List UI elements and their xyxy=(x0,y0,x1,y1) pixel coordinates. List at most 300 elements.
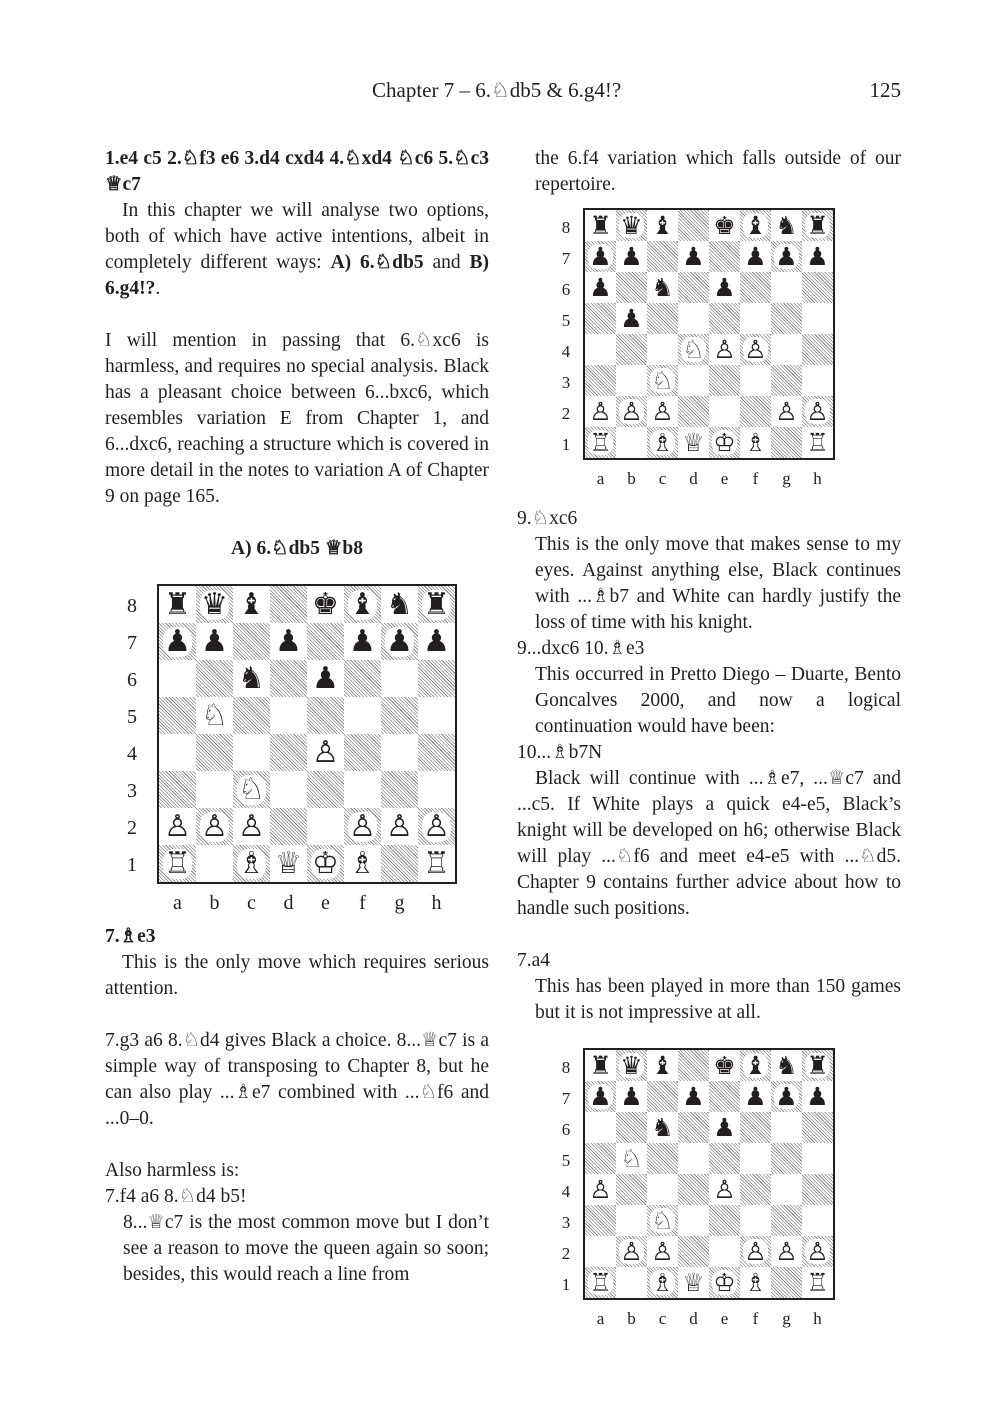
white-knight-icon: ♘ xyxy=(651,1206,674,1235)
white-rook-icon: ♖ xyxy=(806,1268,829,1297)
square-e1 xyxy=(709,1267,740,1298)
square-d6 xyxy=(270,660,307,697)
square-d2 xyxy=(270,808,307,845)
rank-label: 1 xyxy=(127,853,137,876)
square-f3 xyxy=(740,365,771,396)
file-label: e xyxy=(720,469,729,488)
square-c7 xyxy=(647,241,678,272)
black-queen-icon: ♛ xyxy=(620,211,643,240)
paragraph-pretto: This occurred in Pretto Diego – Duarte, Bento Goncalves 2000, and now a logical continuation would have been: xyxy=(535,664,901,737)
white-rook-icon: ♖ xyxy=(164,845,191,881)
file-label: d xyxy=(689,1309,698,1328)
black-pawn-icon: ♟ xyxy=(682,242,705,271)
square-d5 xyxy=(678,303,709,334)
square-g3 xyxy=(381,771,418,808)
black-pawn-icon: ♟ xyxy=(620,1082,643,1111)
black-rook-icon: ♜ xyxy=(423,586,450,622)
square-c2 xyxy=(647,1236,678,1267)
square-e3 xyxy=(709,365,740,396)
white-pawn-icon: ♙ xyxy=(651,397,674,426)
square-e7 xyxy=(709,241,740,272)
black-pawn-icon: ♟ xyxy=(589,273,612,302)
white-rook-icon: ♖ xyxy=(423,845,450,881)
square-g3 xyxy=(771,365,802,396)
black-pawn-icon: ♟ xyxy=(620,242,643,271)
square-f2 xyxy=(740,1236,771,1267)
square-a7 xyxy=(159,623,196,660)
square-b5 xyxy=(196,697,233,734)
square-e1 xyxy=(709,427,740,458)
paragraph-repertoire: the 6.f4 variation which falls outside of our repertoire. xyxy=(535,148,901,195)
rank-label: 8 xyxy=(561,1058,571,1077)
square-f2 xyxy=(344,808,381,845)
square-e7 xyxy=(307,623,344,660)
page-number: 125 xyxy=(869,78,901,102)
black-rook-icon: ♜ xyxy=(806,211,829,240)
black-pawn-icon: ♟ xyxy=(201,623,228,659)
square-d1 xyxy=(678,1267,709,1298)
white-bishop-icon: ♗ xyxy=(238,845,265,881)
square-g4 xyxy=(381,734,418,771)
square-h4 xyxy=(418,734,455,771)
square-a1 xyxy=(585,1267,616,1298)
section-heading-a: A) 6.♘db5 ♕b8 xyxy=(231,538,363,559)
rank-label: 3 xyxy=(561,1213,571,1232)
square-h3 xyxy=(418,771,455,808)
square-c3 xyxy=(647,1205,678,1236)
square-d5 xyxy=(678,1143,709,1174)
chess-board xyxy=(583,208,835,460)
paragraph-serious: This is the only move which requires serious attention. xyxy=(105,952,489,999)
white-rook-icon: ♖ xyxy=(589,428,612,457)
square-h7 xyxy=(802,1081,833,1112)
square-e5 xyxy=(709,1143,740,1174)
square-c7 xyxy=(647,1081,678,1112)
square-a2 xyxy=(585,1236,616,1267)
paragraph-black-continue: Black will continue with ...♗e7, ...♕c7 and ...c5. If White plays a quick e4-e5, Black’s knight will be developed on h6; otherwise Black will play ...♘f6 and meet e4-e5 with ...♘d5. Chapter 9 contains further advice about how to handle such positions. xyxy=(517,768,901,919)
square-g7 xyxy=(771,241,802,272)
square-a5 xyxy=(585,1143,616,1174)
square-b6 xyxy=(616,1112,647,1143)
square-a5 xyxy=(585,303,616,334)
chess-diagram-1 xyxy=(115,584,450,920)
square-g7 xyxy=(771,1081,802,1112)
square-d3 xyxy=(270,771,307,808)
rank-label: 7 xyxy=(127,631,137,654)
square-h4 xyxy=(802,1174,833,1205)
black-knight-icon: ♞ xyxy=(386,586,413,622)
square-b3 xyxy=(616,365,647,396)
square-f1 xyxy=(740,1267,771,1298)
file-label: g xyxy=(394,892,405,914)
square-c8 xyxy=(647,1050,678,1081)
square-a2 xyxy=(585,396,616,427)
square-d5 xyxy=(270,697,307,734)
square-e4 xyxy=(709,334,740,365)
file-label: a xyxy=(596,469,605,488)
square-b1 xyxy=(616,1267,647,1298)
square-d4 xyxy=(678,334,709,365)
square-b1 xyxy=(616,427,647,458)
move-9-nxc6: 9.♘xc6 xyxy=(517,508,578,529)
square-a7 xyxy=(585,241,616,272)
rank-label: 4 xyxy=(561,1182,571,1201)
rank-label: 3 xyxy=(127,779,137,802)
square-a6 xyxy=(585,272,616,303)
square-d3 xyxy=(678,365,709,396)
square-d1 xyxy=(678,427,709,458)
file-label: a xyxy=(173,892,182,914)
square-h6 xyxy=(418,660,455,697)
square-a1 xyxy=(159,845,196,882)
white-knight-icon: ♘ xyxy=(201,697,228,733)
white-bishop-icon: ♗ xyxy=(744,1268,767,1297)
file-label: b xyxy=(627,469,636,488)
white-king-icon: ♔ xyxy=(713,428,736,457)
file-label: c xyxy=(658,469,667,488)
square-e8 xyxy=(709,1050,740,1081)
square-a1 xyxy=(585,427,616,458)
rank-label: 2 xyxy=(561,1244,571,1263)
white-pawn-icon: ♙ xyxy=(775,397,798,426)
rank-label: 1 xyxy=(561,1275,571,1294)
square-f8 xyxy=(344,586,381,623)
white-pawn-icon: ♙ xyxy=(589,397,612,426)
file-label: d xyxy=(689,469,698,488)
black-pawn-icon: ♟ xyxy=(713,1113,736,1142)
square-f8 xyxy=(740,1050,771,1081)
paragraph-g3: 7.g3 a6 8.♘d4 gives Black a choice. 8...♕c7 is a simple way of transposing to Chapter 8, but he can also play ...♗e7 combined with ...♘f6 and ...0–0. xyxy=(105,1030,489,1129)
square-c4 xyxy=(233,734,270,771)
square-f6 xyxy=(740,272,771,303)
square-h8 xyxy=(802,210,833,241)
square-h5 xyxy=(802,1143,833,1174)
white-king-icon: ♔ xyxy=(312,845,339,881)
white-pawn-icon: ♙ xyxy=(164,808,191,844)
rank-label: 2 xyxy=(127,816,137,839)
paragraph-qc7: 8...♕c7 is the most common move but I don’t see a reason to move the queen again so soon; besides, this would reach a line from xyxy=(123,1212,489,1285)
page-header xyxy=(0,78,1000,110)
file-label: b xyxy=(627,1309,636,1328)
square-g4 xyxy=(771,1174,802,1205)
square-h2 xyxy=(802,1236,833,1267)
white-knight-icon: ♘ xyxy=(238,771,265,807)
white-queen-icon: ♕ xyxy=(275,845,302,881)
white-queen-icon: ♕ xyxy=(682,428,705,457)
square-g8 xyxy=(771,210,802,241)
square-h2 xyxy=(802,396,833,427)
chess-diagram-2 xyxy=(557,208,837,498)
file-label: g xyxy=(782,469,791,488)
black-queen-icon: ♛ xyxy=(620,1051,643,1080)
square-c2 xyxy=(233,808,270,845)
white-pawn-icon: ♙ xyxy=(238,808,265,844)
square-h2 xyxy=(418,808,455,845)
rank-label: 6 xyxy=(127,668,137,691)
square-f4 xyxy=(740,334,771,365)
file-label: h xyxy=(813,1309,822,1328)
square-e4 xyxy=(709,1174,740,1205)
file-label: h xyxy=(431,892,442,914)
paragraph-harmless: Also harmless is: xyxy=(105,1160,240,1181)
rank-label: 6 xyxy=(561,1120,571,1139)
square-a8 xyxy=(585,210,616,241)
square-a8 xyxy=(159,586,196,623)
square-e2 xyxy=(709,396,740,427)
square-g5 xyxy=(771,1143,802,1174)
square-g4 xyxy=(771,334,802,365)
rank-label: 5 xyxy=(561,311,571,330)
square-h3 xyxy=(802,1205,833,1236)
square-a7 xyxy=(585,1081,616,1112)
square-b8 xyxy=(616,210,647,241)
white-pawn-icon: ♙ xyxy=(312,734,339,770)
paragraph-xc6: I will mention in passing that 6.♘xc6 is harmless, and requires no special analysis. Black has a pleasant choice between 6...bxc6, which resembles variation E from Chapter 1, and 6...dxc6, reaching a structure which is covered in more detail in the notes to variation A of Chapter 9 on page 165. xyxy=(105,330,489,507)
chess-board xyxy=(157,584,457,884)
white-pawn-icon: ♙ xyxy=(423,808,450,844)
black-bishop-icon: ♝ xyxy=(238,586,265,622)
black-knight-icon: ♞ xyxy=(651,273,674,302)
square-g8 xyxy=(381,586,418,623)
file-label: f xyxy=(752,469,759,488)
black-pawn-icon: ♟ xyxy=(713,273,736,302)
rank-label: 7 xyxy=(561,1089,571,1108)
square-f7 xyxy=(740,1081,771,1112)
square-e5 xyxy=(307,697,344,734)
rank-label: 1 xyxy=(561,435,571,454)
chess-diagram-3 xyxy=(557,1048,837,1338)
square-e4 xyxy=(307,734,344,771)
rank-label: 4 xyxy=(127,742,137,765)
white-bishop-icon: ♗ xyxy=(744,428,767,457)
white-pawn-icon: ♙ xyxy=(806,1237,829,1266)
square-e2 xyxy=(709,1236,740,1267)
white-pawn-icon: ♙ xyxy=(201,808,228,844)
paragraph-150-games: This has been played in more than 150 games but it is not impressive at all. xyxy=(535,976,901,1023)
square-g6 xyxy=(381,660,418,697)
square-c6 xyxy=(647,272,678,303)
square-c5 xyxy=(647,303,678,334)
square-c6 xyxy=(647,1112,678,1143)
black-pawn-icon: ♟ xyxy=(682,1082,705,1111)
square-a3 xyxy=(159,771,196,808)
square-c2 xyxy=(647,396,678,427)
square-f7 xyxy=(344,623,381,660)
square-e6 xyxy=(709,1112,740,1143)
square-c4 xyxy=(647,334,678,365)
square-c3 xyxy=(647,365,678,396)
square-f2 xyxy=(740,396,771,427)
black-knight-icon: ♞ xyxy=(775,211,798,240)
square-c7 xyxy=(233,623,270,660)
square-h6 xyxy=(802,272,833,303)
white-knight-icon: ♘ xyxy=(620,1144,643,1173)
square-d4 xyxy=(270,734,307,771)
square-f7 xyxy=(740,241,771,272)
square-h5 xyxy=(418,697,455,734)
square-b1 xyxy=(196,845,233,882)
square-h1 xyxy=(802,1267,833,1298)
intro-paragraph xyxy=(105,198,489,302)
black-pawn-icon: ♟ xyxy=(275,623,302,659)
square-c5 xyxy=(233,697,270,734)
square-b7 xyxy=(616,1081,647,1112)
move-7-be3: 7.♗e3 xyxy=(105,926,156,947)
white-pawn-icon: ♙ xyxy=(651,1237,674,1266)
square-d7 xyxy=(270,623,307,660)
square-h6 xyxy=(802,1112,833,1143)
file-label: d xyxy=(283,892,294,914)
white-pawn-icon: ♙ xyxy=(775,1237,798,1266)
square-a3 xyxy=(585,365,616,396)
square-a8 xyxy=(585,1050,616,1081)
square-f1 xyxy=(740,427,771,458)
white-pawn-icon: ♙ xyxy=(744,335,767,364)
file-label: h xyxy=(813,469,822,488)
option-b: B) 6.g4!? xyxy=(105,252,490,299)
square-g2 xyxy=(771,1236,802,1267)
chapter-title: Chapter 7 – 6.♘db5 & 6.g4!? xyxy=(372,78,622,102)
square-a4 xyxy=(585,1174,616,1205)
square-e8 xyxy=(709,210,740,241)
square-c3 xyxy=(233,771,270,808)
black-pawn-icon: ♟ xyxy=(775,1082,798,1111)
square-b6 xyxy=(196,660,233,697)
square-c1 xyxy=(647,427,678,458)
square-c4 xyxy=(647,1174,678,1205)
rank-label: 6 xyxy=(561,280,571,299)
file-label: c xyxy=(658,1309,667,1328)
square-e8 xyxy=(307,586,344,623)
square-c5 xyxy=(647,1143,678,1174)
file-label: a xyxy=(596,1309,605,1328)
square-c8 xyxy=(233,586,270,623)
white-pawn-icon: ♙ xyxy=(620,397,643,426)
black-pawn-icon: ♟ xyxy=(806,1082,829,1111)
square-c1 xyxy=(233,845,270,882)
square-d7 xyxy=(678,1081,709,1112)
black-pawn-icon: ♟ xyxy=(423,623,450,659)
black-queen-icon: ♛ xyxy=(201,586,228,622)
square-d8 xyxy=(678,210,709,241)
black-bishop-icon: ♝ xyxy=(651,211,674,240)
rank-label: 8 xyxy=(561,218,571,237)
intro-text: In this chapter we will analyse two options, both of which have active intentions, albeit in completely different ways: xyxy=(105,200,489,273)
square-h8 xyxy=(802,1050,833,1081)
opening-heading: 1.e4 c5 2.♘f3 e6 3.d4 cxd4 4.♘xd4 ♘c6 5.♘c3 ♕c7 xyxy=(105,148,489,195)
square-c1 xyxy=(647,1267,678,1298)
file-label: e xyxy=(720,1309,729,1328)
square-g2 xyxy=(771,396,802,427)
rank-label: 4 xyxy=(561,342,571,361)
paragraph-only-move: This is the only move that makes sense to my eyes. Against anything else, Black continues with ...♗b7 and White can hardly justify the loss of time with his knight. xyxy=(535,534,901,633)
black-bishop-icon: ♝ xyxy=(651,1051,674,1080)
black-pawn-icon: ♟ xyxy=(589,1082,612,1111)
square-e3 xyxy=(307,771,344,808)
black-pawn-icon: ♟ xyxy=(349,623,376,659)
square-e6 xyxy=(307,660,344,697)
white-pawn-icon: ♙ xyxy=(744,1237,767,1266)
square-e5 xyxy=(709,303,740,334)
square-g6 xyxy=(771,272,802,303)
square-b3 xyxy=(616,1205,647,1236)
square-d1 xyxy=(270,845,307,882)
square-f5 xyxy=(740,1143,771,1174)
black-pawn-icon: ♟ xyxy=(806,242,829,271)
square-b3 xyxy=(196,771,233,808)
chess-board xyxy=(583,1048,835,1300)
square-a2 xyxy=(159,808,196,845)
white-pawn-icon: ♙ xyxy=(386,808,413,844)
black-rook-icon: ♜ xyxy=(164,586,191,622)
square-b8 xyxy=(616,1050,647,1081)
left-column xyxy=(105,146,489,1288)
square-f5 xyxy=(740,303,771,334)
option-a: A) 6.♘db5 xyxy=(330,252,424,273)
black-pawn-icon: ♟ xyxy=(620,304,643,333)
white-pawn-icon: ♙ xyxy=(713,1175,736,1204)
black-king-icon: ♚ xyxy=(713,1051,736,1080)
square-b2 xyxy=(616,396,647,427)
file-label: f xyxy=(359,892,366,914)
square-d2 xyxy=(678,1236,709,1267)
black-rook-icon: ♜ xyxy=(589,211,612,240)
square-f4 xyxy=(344,734,381,771)
square-a4 xyxy=(159,734,196,771)
file-label: e xyxy=(321,892,330,914)
rank-label: 2 xyxy=(561,404,571,423)
rank-label: 5 xyxy=(561,1151,571,1170)
square-h7 xyxy=(802,241,833,272)
move-7-f4: 7.f4 a6 8.♘d4 b5! xyxy=(105,1186,247,1207)
square-f5 xyxy=(344,697,381,734)
square-g3 xyxy=(771,1205,802,1236)
square-b4 xyxy=(616,334,647,365)
square-f4 xyxy=(740,1174,771,1205)
square-f6 xyxy=(344,660,381,697)
square-a4 xyxy=(585,334,616,365)
square-e6 xyxy=(709,272,740,303)
square-f3 xyxy=(344,771,381,808)
rank-label: 7 xyxy=(561,249,571,268)
file-label: f xyxy=(752,1309,759,1328)
black-pawn-icon: ♟ xyxy=(744,242,767,271)
square-b2 xyxy=(196,808,233,845)
square-b7 xyxy=(616,241,647,272)
black-pawn-icon: ♟ xyxy=(775,242,798,271)
file-label: b xyxy=(209,892,220,914)
square-f3 xyxy=(740,1205,771,1236)
square-g1 xyxy=(771,427,802,458)
move-7-a4: 7.a4 xyxy=(517,950,551,971)
square-g1 xyxy=(771,1267,802,1298)
rank-label: 3 xyxy=(561,373,571,392)
square-h8 xyxy=(418,586,455,623)
black-rook-icon: ♜ xyxy=(589,1051,612,1080)
white-queen-icon: ♕ xyxy=(682,1268,705,1297)
right-column xyxy=(517,146,901,1338)
square-e3 xyxy=(709,1205,740,1236)
move-10-bb7: 10...♗b7N xyxy=(517,742,603,763)
square-g1 xyxy=(381,845,418,882)
square-b5 xyxy=(616,1143,647,1174)
square-e1 xyxy=(307,845,344,882)
intro-end: . xyxy=(155,278,161,299)
square-d6 xyxy=(678,272,709,303)
black-pawn-icon: ♟ xyxy=(744,1082,767,1111)
intro-mid: and xyxy=(423,252,470,273)
square-h4 xyxy=(802,334,833,365)
